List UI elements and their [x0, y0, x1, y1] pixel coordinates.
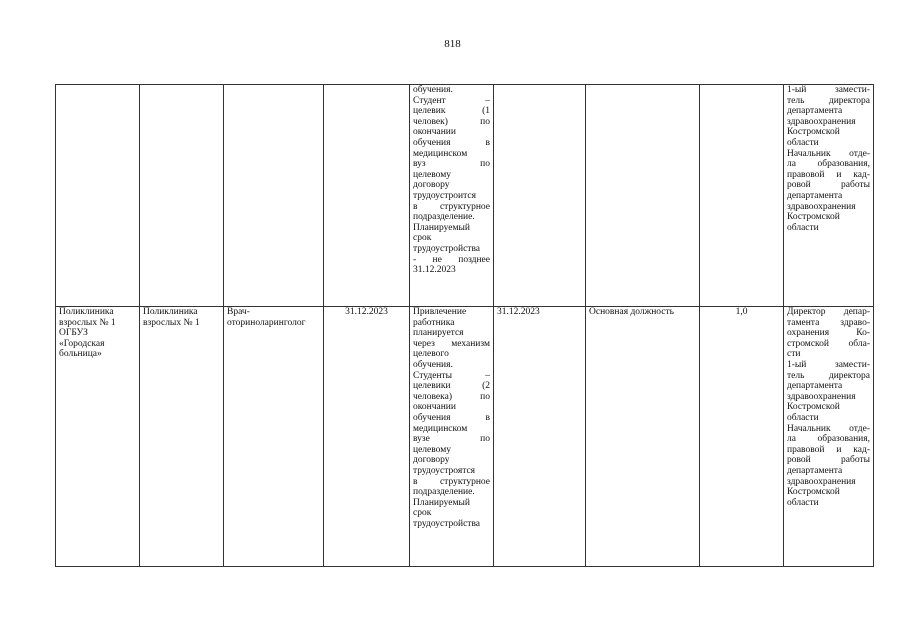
- table-row: [56, 307, 874, 567]
- text-line: тель директора: [787, 95, 870, 106]
- cell-responsible: [784, 307, 874, 567]
- text-line: договору: [413, 455, 450, 466]
- cell-institution: [56, 307, 140, 567]
- text-line: Костромской: [787, 127, 840, 138]
- text-line: здравоохранения: [787, 116, 856, 127]
- text-line: Костромской: [787, 212, 840, 223]
- text-line: тель директора: [787, 370, 870, 381]
- cell-position: [224, 85, 324, 307]
- text-line: Костромской: [787, 402, 840, 413]
- text-line: области: [787, 497, 819, 508]
- text-line: Планируемый: [413, 222, 470, 233]
- text-line: обучения.: [413, 85, 453, 95]
- text-line: окончании: [413, 127, 456, 138]
- text-line: здравоохранения: [787, 391, 856, 402]
- text-line: сти: [787, 349, 801, 360]
- text-line: департамента: [787, 190, 843, 201]
- text-line: через механизм: [413, 338, 490, 349]
- text-line: целевому: [413, 169, 452, 180]
- text-line: области: [787, 222, 819, 233]
- text-line: «Городская: [59, 338, 105, 349]
- text-line: целевому: [413, 444, 452, 455]
- text-line: правовой и кад-: [787, 444, 870, 455]
- text-line: охранения Ко-: [787, 328, 870, 339]
- text-line: Директор депар-: [787, 307, 870, 317]
- text-line: Начальник отде-: [787, 148, 870, 159]
- text-line: трудоустройства: [413, 518, 481, 529]
- cell-position: [224, 307, 324, 567]
- text-line: Костромской: [787, 487, 840, 498]
- text-line: Студенты –: [413, 370, 490, 381]
- text-line: договору: [413, 180, 450, 191]
- text-line: срок: [413, 508, 432, 519]
- text-line: целевики (2: [413, 381, 490, 392]
- text-line: - не позднее: [413, 254, 490, 265]
- cell-rate: 1,0: [700, 307, 784, 567]
- text-line: департамента: [787, 465, 843, 476]
- text-line: обучения в: [413, 137, 490, 148]
- text-line: человека) по: [413, 391, 490, 402]
- text-line: трудоустроятся: [413, 465, 476, 476]
- text-line: больница»: [59, 349, 102, 360]
- cell-department: [140, 307, 224, 567]
- text-line: тамента здраво-: [787, 317, 870, 328]
- cell-department: [140, 85, 224, 307]
- text-line: 1-ый замести-: [787, 359, 870, 370]
- cell-vacancy-date: [324, 85, 410, 307]
- text-line: Привлечение: [413, 307, 467, 317]
- staffing-table: [55, 84, 874, 567]
- page-number: 818: [444, 38, 461, 50]
- text-line: здравоохранения: [787, 476, 856, 487]
- cell-institution: [56, 85, 140, 307]
- text-line: подразделение.: [413, 212, 475, 223]
- cell-vacancy-date: 31.12.2023: [324, 307, 410, 567]
- text-line: ОГБУЗ: [59, 328, 88, 339]
- text-line: обучения.: [413, 359, 453, 370]
- cell-deadline: 31.12.2023: [494, 307, 586, 567]
- text-line: подразделение.: [413, 487, 475, 498]
- text-line: целевого: [413, 349, 449, 360]
- text-line: трудоустройства: [413, 243, 481, 254]
- text-line: вузе по: [413, 434, 490, 445]
- text-line: ровой работы: [787, 455, 870, 466]
- cell-responsible: [784, 85, 874, 307]
- text-line: человек) по: [413, 116, 490, 127]
- text-line: ровой работы: [787, 180, 870, 191]
- cell-position-type: [586, 85, 700, 307]
- text-line: ла образования,: [787, 434, 870, 445]
- text-line: области: [787, 412, 819, 423]
- text-line: департамента: [787, 106, 843, 117]
- cell-position-type: Основная должность: [586, 307, 700, 567]
- cell-rate: [700, 85, 784, 307]
- text-line: Планируемый: [413, 497, 470, 508]
- text-line: в структурное: [413, 476, 490, 487]
- text-line: Поликлиника: [143, 307, 198, 317]
- table-row: [56, 85, 874, 307]
- text-line: Поликлиника: [59, 307, 114, 317]
- text-line: вуз по: [413, 159, 490, 170]
- text-line: Начальник отде-: [787, 423, 870, 434]
- text-line: ла образования,: [787, 159, 870, 170]
- cell-measures: [410, 85, 494, 307]
- text-line: медицинском: [413, 148, 468, 159]
- text-line: департамента: [787, 381, 843, 392]
- text-line: оториноларинголог: [227, 317, 306, 328]
- text-line: 31.12.2023: [413, 265, 456, 276]
- text-line: здравоохранения: [787, 201, 856, 212]
- text-line: трудоустроится: [413, 190, 476, 201]
- text-line: области: [787, 137, 819, 148]
- cell-measures: [410, 307, 494, 567]
- text-line: обучения в: [413, 412, 490, 423]
- text-line: целевик (1: [413, 106, 490, 117]
- text-line: срок: [413, 233, 432, 244]
- text-line: окончании: [413, 402, 456, 413]
- text-line: взрослых № 1: [59, 317, 116, 328]
- text-line: стромской обла-: [787, 338, 870, 349]
- cell-deadline: [494, 85, 586, 307]
- text-line: в структурное: [413, 201, 490, 212]
- text-line: 1-ый замести-: [787, 85, 870, 95]
- text-line: Студент –: [413, 95, 490, 106]
- text-line: Врач-: [227, 307, 250, 317]
- text-line: работника: [413, 317, 455, 328]
- text-line: медицинском: [413, 423, 468, 434]
- text-line: правовой и кад-: [787, 169, 870, 180]
- text-line: планируется: [413, 328, 464, 339]
- text-line: взрослых № 1: [143, 317, 200, 328]
